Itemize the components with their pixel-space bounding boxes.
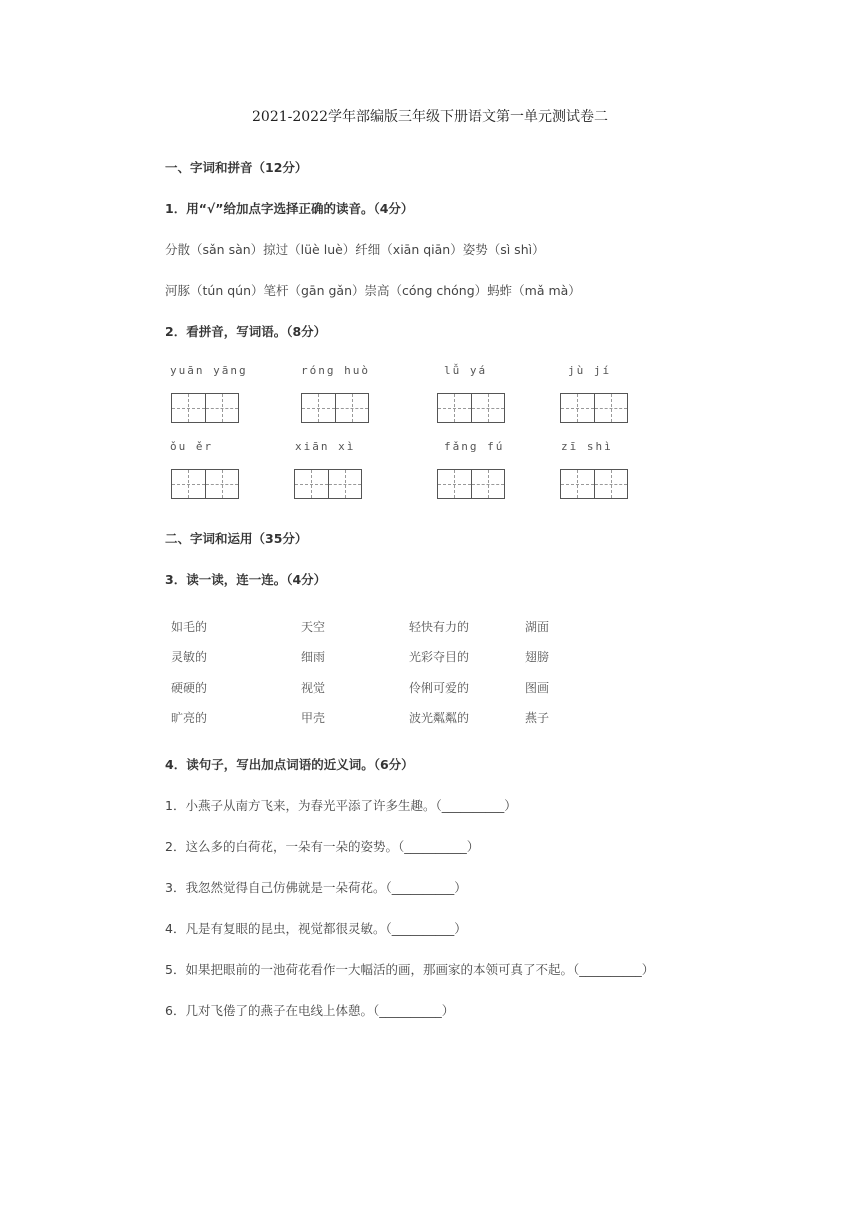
match-word[interactable]: 光彩夺目的: [409, 650, 470, 664]
pinyin-label: fǎng fú: [444, 440, 505, 453]
writing-grid[interactable]: [437, 469, 505, 499]
question-1-title: 1．用“√”给加点字选择正确的读音。（4分）: [165, 201, 414, 216]
page-title: 2021-2022学年部编版三年级下册语文第一单元测试卷二: [252, 109, 608, 125]
match-word[interactable]: 翅膀: [525, 650, 550, 664]
question-4-item[interactable]: 1．小燕子从南方飞来，为春光平添了许多生趣。（__________）: [165, 798, 517, 813]
question-4-item[interactable]: 6．几对飞倦了的燕子在电线上体憩。（__________）: [165, 1003, 455, 1018]
question-3-title: 3．读一读，连一连。（4分）: [165, 572, 327, 587]
match-word[interactable]: 灵敏的: [171, 650, 208, 664]
match-word[interactable]: 细雨: [301, 650, 326, 664]
match-word[interactable]: 图画: [525, 681, 550, 695]
match-word[interactable]: 天空: [301, 620, 326, 634]
match-word[interactable]: 轻快有力的: [409, 620, 470, 634]
match-word[interactable]: 燕子: [525, 711, 550, 725]
writing-grid[interactable]: [171, 393, 239, 423]
match-word[interactable]: 硬硬的: [171, 681, 208, 695]
question-4-item[interactable]: 5．如果把眼前的一池荷花看作一大幅活的画，那画家的本领可真了不起。（__________）: [165, 962, 655, 977]
pinyin-label: jù jí: [568, 364, 612, 377]
match-word[interactable]: 湖面: [525, 620, 550, 634]
question-1-line-1: 分散（sǎn sàn）掠过（lüè luè）纤细（xiān qiān）姿势（sì shì）: [165, 242, 545, 257]
writing-grid[interactable]: [301, 393, 369, 423]
pinyin-label: róng huò: [301, 364, 370, 377]
match-word[interactable]: 视觉: [301, 681, 326, 695]
match-word[interactable]: 伶俐可爱的: [409, 681, 470, 695]
pinyin-label: ǒu ěr: [170, 440, 214, 453]
question-4-item[interactable]: 3．我忽然觉得自己仿佛就是一朵荷花。（__________）: [165, 880, 467, 895]
match-word[interactable]: 旷亮的: [171, 711, 208, 725]
section-heading-2: 二、字词和运用（35分）: [165, 531, 308, 546]
question-4-item[interactable]: 4．凡是有复眼的昆虫，视觉都很灵敏。（__________）: [165, 921, 467, 936]
pinyin-label: lǚ yá: [444, 364, 488, 377]
writing-grid[interactable]: [171, 469, 239, 499]
writing-grid[interactable]: [294, 469, 362, 499]
writing-grid[interactable]: [560, 393, 628, 423]
writing-grid[interactable]: [437, 393, 505, 423]
question-4-item[interactable]: 2．这么多的白荷花，一朵有一朵的姿势。（__________）: [165, 839, 480, 854]
question-1-line-2: 河豚（tún qún）笔杆（gān gǎn）崇高（cóng chóng）蚂蚱（mǎ mà）: [165, 283, 581, 298]
pinyin-label: zī shì: [561, 440, 613, 453]
match-word[interactable]: 如毛的: [171, 620, 208, 634]
pinyin-label: yuān yāng: [170, 364, 248, 377]
question-4-title: 4．读句子，写出加点词语的近义词。（6分）: [165, 757, 414, 772]
writing-grid[interactable]: [560, 469, 628, 499]
pinyin-label: xiān xì: [295, 440, 356, 453]
match-word[interactable]: 波光粼粼的: [409, 711, 470, 725]
section-heading-1: 一、字词和拼音（12分）: [165, 160, 308, 175]
question-2-title: 2．看拼音，写词语。（8分）: [165, 324, 327, 339]
match-word[interactable]: 甲壳: [301, 711, 326, 725]
